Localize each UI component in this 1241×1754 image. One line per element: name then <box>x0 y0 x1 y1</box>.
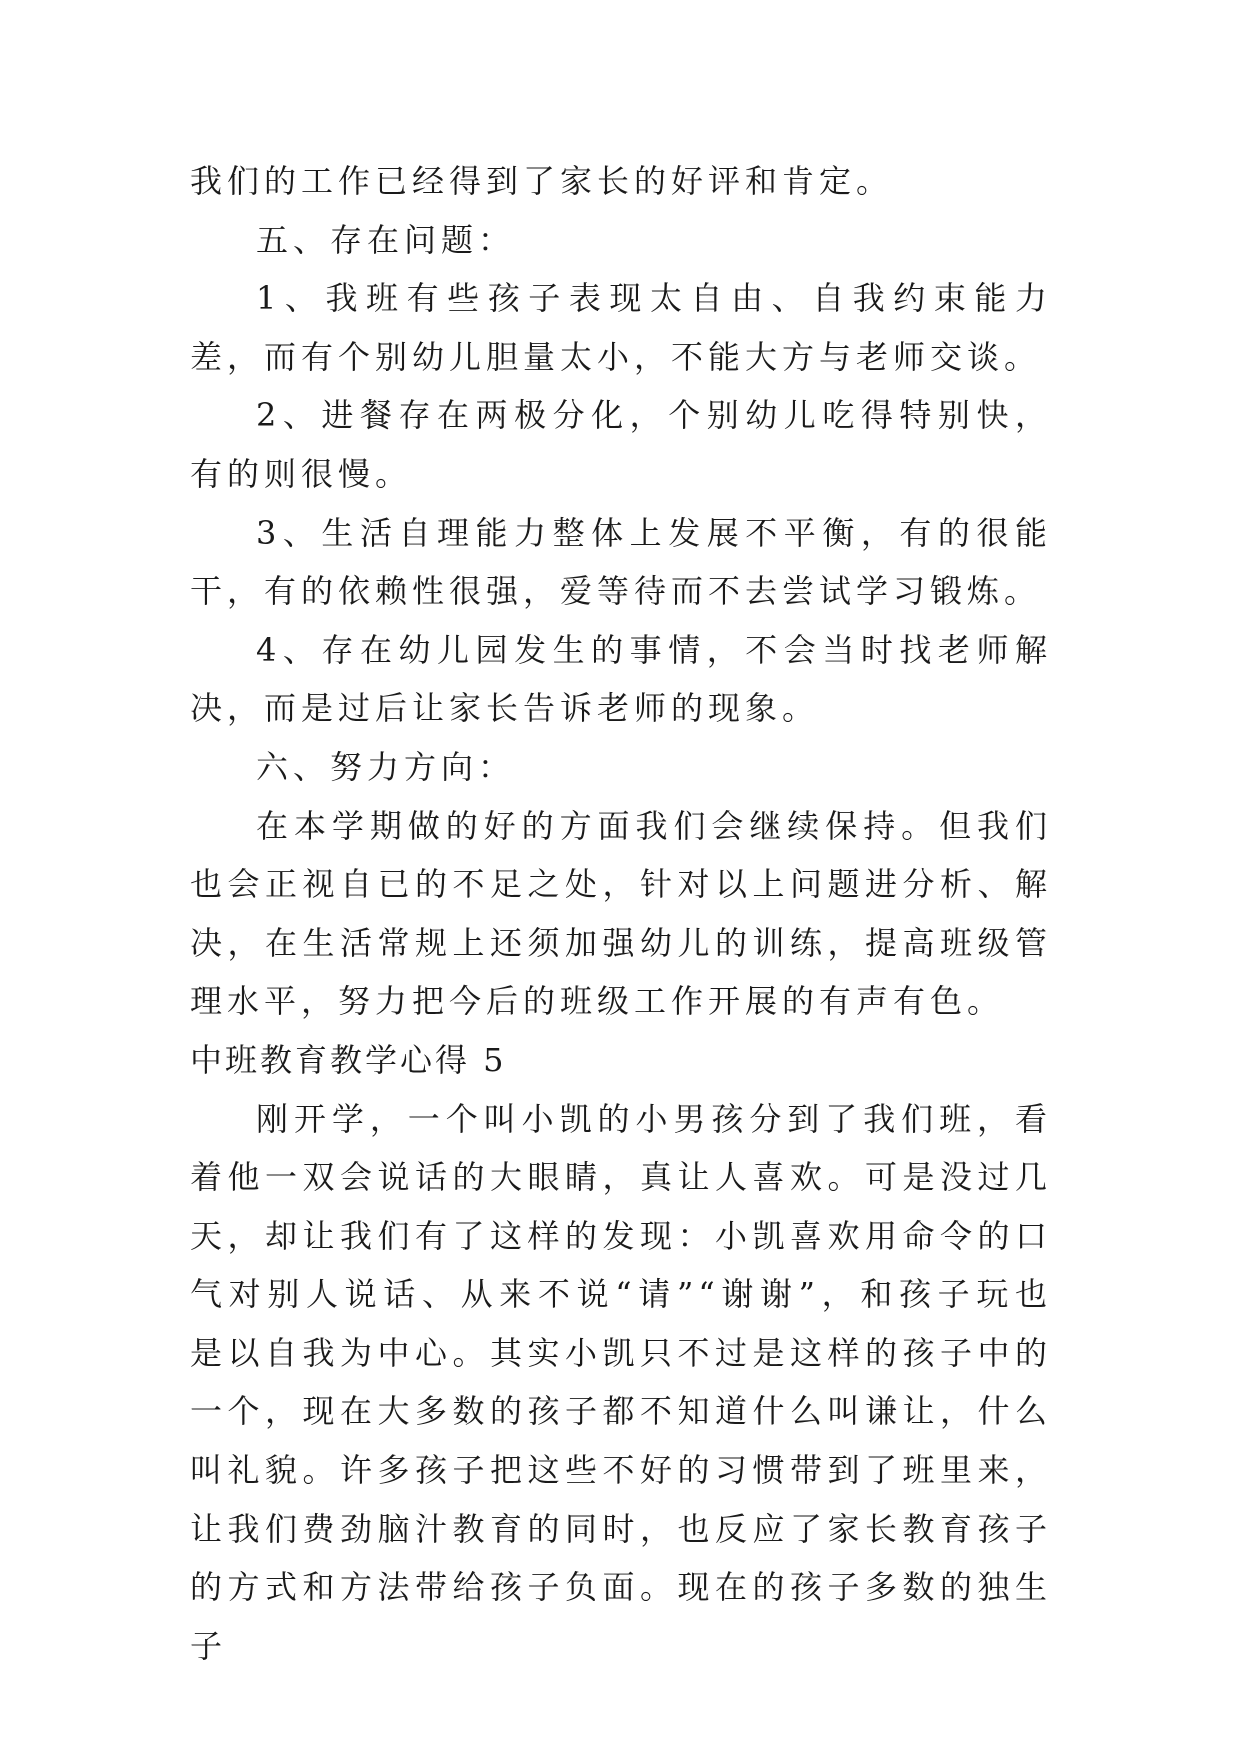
paragraph-direction: 在本学期做的好的方面我们会继续保持。但我们也会正视自已的不足之处，针对以上问题进分析、解决，在生活常规上还须加强幼儿的训练，提高班级管理水平，努力把今后的班级工作开展的有声有色。 <box>190 806 1052 1021</box>
paragraph-article-body: 刚开学，一个叫小凯的小男孩分到了我们班，看着他一双会说话的大眼睛，真让人喜欢。可是没过几天，却让我们有了这样的发现：小凯喜欢用命令的口气对别人说话、从来不说“请”“谢谢”，和孩子玩也是以自我为中心。其实小凯只不过是这样的孩子中的一个，现在大多数的孩子都不知道什么叫谦让，什么叫礼貌。许多孩子把这些不好的习惯带到了班里来，让我们费劲脑汁教育的同时，也反应了家长教育孩子的方式和方法带给孩子负面。现在的孩子多数的独生子 <box>190 1099 1052 1665</box>
list-item-problem-2: 2、进餐存在两极分化，个别幼儿吃得特别快，有的则很慢。 <box>190 396 1052 493</box>
list-item-problem-4: 4、存在幼儿园发生的事情，不会当时找老师解决，而是过后让家长告诉老师的现象。 <box>190 630 1052 728</box>
paragraph-continuation: 我们的工作已经得到了家长的好评和肯定。 <box>190 162 894 200</box>
document-body <box>190 152 1052 1675</box>
article-title: 中班教育教学心得 5 <box>190 1040 507 1079</box>
section-heading-problems: 五、存在问题： <box>256 220 516 259</box>
list-item-problem-1: 1、我班有些孩子表现太自由、自我约束能力差，而有个别幼儿胆量太小，不能大方与老师交谈。 <box>190 279 1052 376</box>
section-heading-direction: 六、努力方向： <box>256 747 516 786</box>
list-item-problem-3: 3、生活自理能力整体上发展不平衡，有的很能干，有的依赖性很强，爱等待而不去尝试学习锻炼。 <box>190 513 1052 611</box>
